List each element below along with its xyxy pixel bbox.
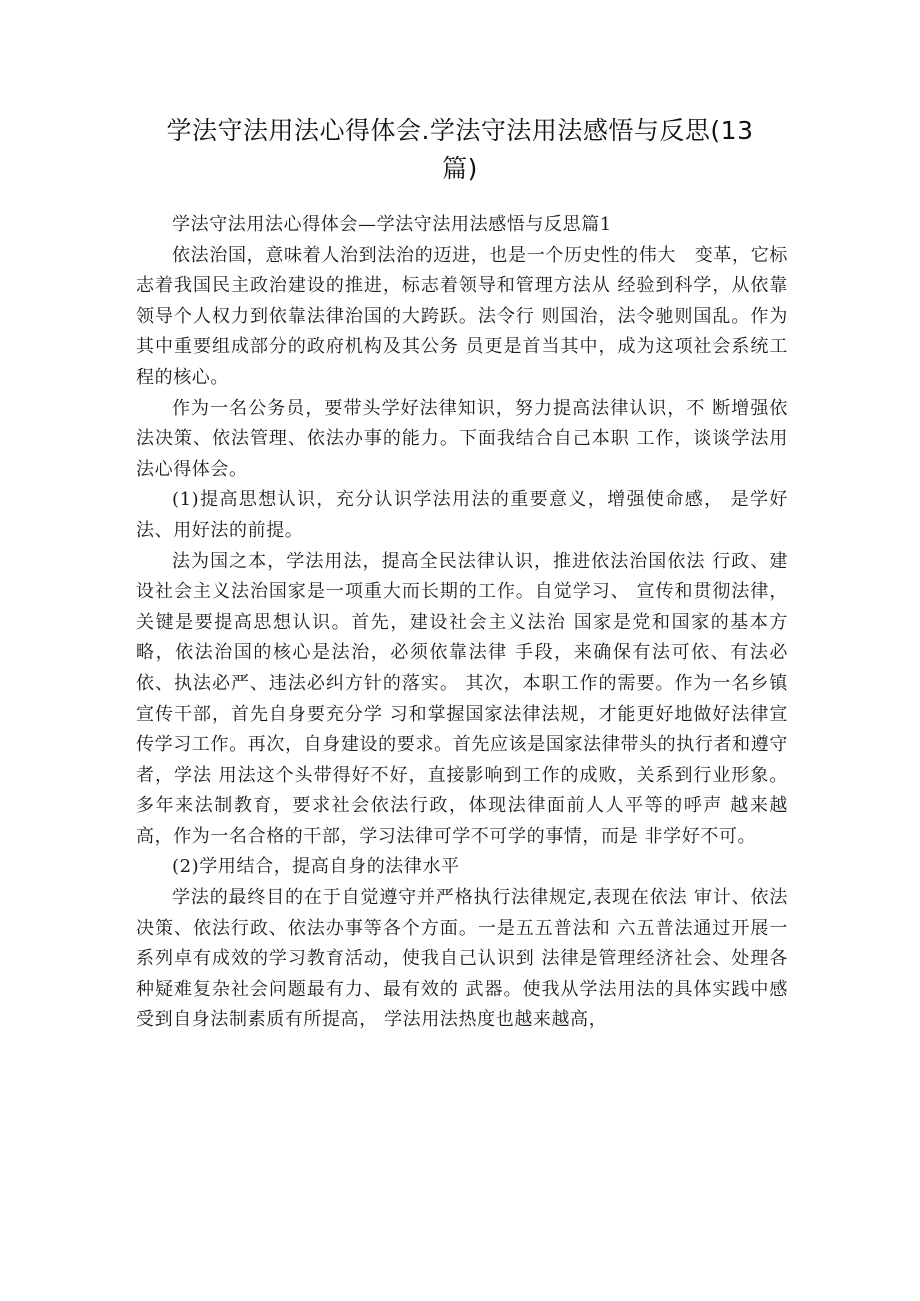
document-title — [130, 112, 790, 188]
title-line-2: 篇) — [442, 154, 478, 183]
paragraph-5-point-2: (2)学用结合，提高自身的法律水平 — [172, 856, 460, 878]
paragraph-2: 作为一名公务员，要带头学好法律知识，努力提高法律认识，不 断增强依法决策、依法管理、依法办事的能力。下面我结合自己本职 工作，谈谈学法用法心得体会。 — [136, 397, 788, 480]
section-heading: 学法守法用法心得体会—学法守法用法感悟与反思篇1 — [172, 214, 612, 235]
document-body — [136, 210, 788, 1036]
title-line-1: 学法守法用法心得体会.学法守法用法感悟与反思(13 — [166, 116, 754, 145]
paragraph-4: 法为国之本，学法用法，提高全民法律认识，推进依法治国依法 行政、建设社会主义法治国家是一项重大而长期的工作。自觉学习、 宣传和贯彻法律，关键是要提高思想认识。首先，建设社会主义法治 国家是党和国家的基本方略，依法治国的核心是法治，必须依靠法律 手段，来确保有法可依、有法必依、执法必严、违法必纠方针的落实。 其次，本职工作的需要。作为一名乡镇宣传干部，首先自身要充分学 习和掌握国家法律法规，才能更好地做好法律宣传学习工作。再次，自身建设的要求。首先应该是国家法律带头的执行者和遵守者，学法 用法这个头带得好不好，直接影响到工作的成败，关系到行业形象。 多年来法制教育，要求社会依法行政，体现法律面前人人平等的呼声 越来越高，作为一名合格的干部，学习法律可学不可学的事情，而是 非学好不可。 — [136, 550, 788, 847]
paragraph-6: 学法的最终目的在于自觉遵守并严格执行法律规定,表现在依法 审计、依法决策、依法行政、依法办事等各个方面。一是五五普法和 六五普法通过开展一系列卓有成效的学习教育活动，使我自己认识到 法律是管理经济社会、处理各种疑难复杂社会问题最有力、最有效的 武器。使我从学法用法的具体实践中感受到自身法制素质有所提高， 学法用法热度也越来越高， — [136, 887, 788, 1031]
paragraph-1: 依法治国，意味着人治到法治的迈进，也是一个历史性的伟大 变革，它标志着我国民主政治建设的推进，标志着领导和管理方法从 经验到科学，从依靠领导个人权力到依靠法律治国的大跨跃。法令行 则国治，法令驰则国乱。作为其中重要组成部分的政府机构及其公务 员更是首当其中，成为这项社会系统工程的核心。 — [136, 244, 788, 388]
paragraph-3-point-1: (1)提高思想认识，充分认识学法用法的重要意义，增强使命感， 是学好法、用好法的前提。 — [136, 489, 788, 541]
